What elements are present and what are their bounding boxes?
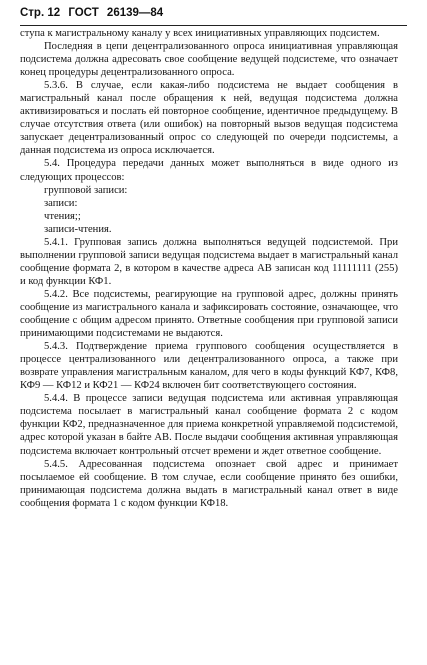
paragraph-5-4-3: 5.4.3. Подтверждение приема группового сообщения осуществляется в процессе централизованного или децентрализованного опроса, а также при возврате управления магистральным каналом, для чего в коды функций КФ7, КФ8, КФ9 — КФ12 и КФ21 — КФ24 включен бит соответствующего состояния. (20, 341, 398, 392)
paragraph-5-3-6: 5.3.6. В случае, если какая-либо подсистема не выдает сообщения в магистральный канал после обращения к ней, ведущая подсистема должна активизироваться и послать ей повторное сообщение, идентичное предыдущему. В случае отсутствия ответа (или ошибок) на повторный вызов ведущая подсистема запускает децентрализованный опрос со следующей по очереди подсистемы, а данная подсистема из опроса исключается. (20, 80, 398, 157)
page-number: Стр. 12 (20, 7, 61, 19)
paragraph-last-initiative: Последняя в цепи децентрализованного опроса инициативная управляющая подсистема должна адресовать свое сообщение ведущей подсистеме, что означает конец процедуры децентрализованного опроса. (20, 41, 398, 79)
paragraph-5-4-1: 5.4.1. Групповая запись должна выполняться ведущей подсистемой. При выполнении групповой записи ведущая подсистема выдает в магистральный канал сообщение формата 2, в котором в качестве адреса АВ записан код 11111111 (255) и код функции КФ1. (20, 236, 398, 287)
document-body (20, 27, 398, 510)
paragraph-continuation: ступа к магистральному каналу у всех инициативных управляющих подсистем. (20, 28, 380, 39)
standard-label: ГОСТ (68, 7, 99, 19)
page-header (20, 7, 168, 19)
paragraph-5-4-5: 5.4.5. Адресованная подсистема опознает свой адрес и принимает посылаемое ей сообщение. В том случае, если сообщение принято без ошибки, принимающая подсистема должна выдать в магистральный канал ответ в виде сообщения формата 1 с кодом функции КФ18. (20, 458, 398, 509)
standard-number: 26139—84 (106, 7, 164, 19)
list-item-write-read: записи-чтения. (44, 223, 112, 235)
header-rule (20, 25, 407, 26)
list-item-group-write: групповой записи: (44, 184, 128, 196)
list-item-write: записи: (44, 197, 78, 209)
paragraph-5-4: 5.4. Процедура передачи данных может выполняться в виде одного из следующих процессов: (20, 158, 398, 183)
list-item-read: чтения;; (44, 210, 81, 222)
paragraph-5-4-2: 5.4.2. Все подсистемы, реагирующие на групповой адрес, должны принять сообщение из магистрального канала и зафиксировать состояние, означающее, что сообщение с общим адресом принято. Ответные сообщения при групповой записи принимающими подсистемами не выдаются. (20, 288, 398, 340)
paragraph-5-4-4: 5.4.4. В процессе записи ведущая подсистема или активная управляющая подсистема посылает в магистральный канал сообщение формата 2 с кодом функции КФ2, предназначенное для приема конкретной управляемой подсистемой, адрес которой указан в байте АВ. После выдачи сообщения активная управляющая подсистема включает контрольный отсчет времени и ждет ответное сообщение. (20, 393, 398, 457)
